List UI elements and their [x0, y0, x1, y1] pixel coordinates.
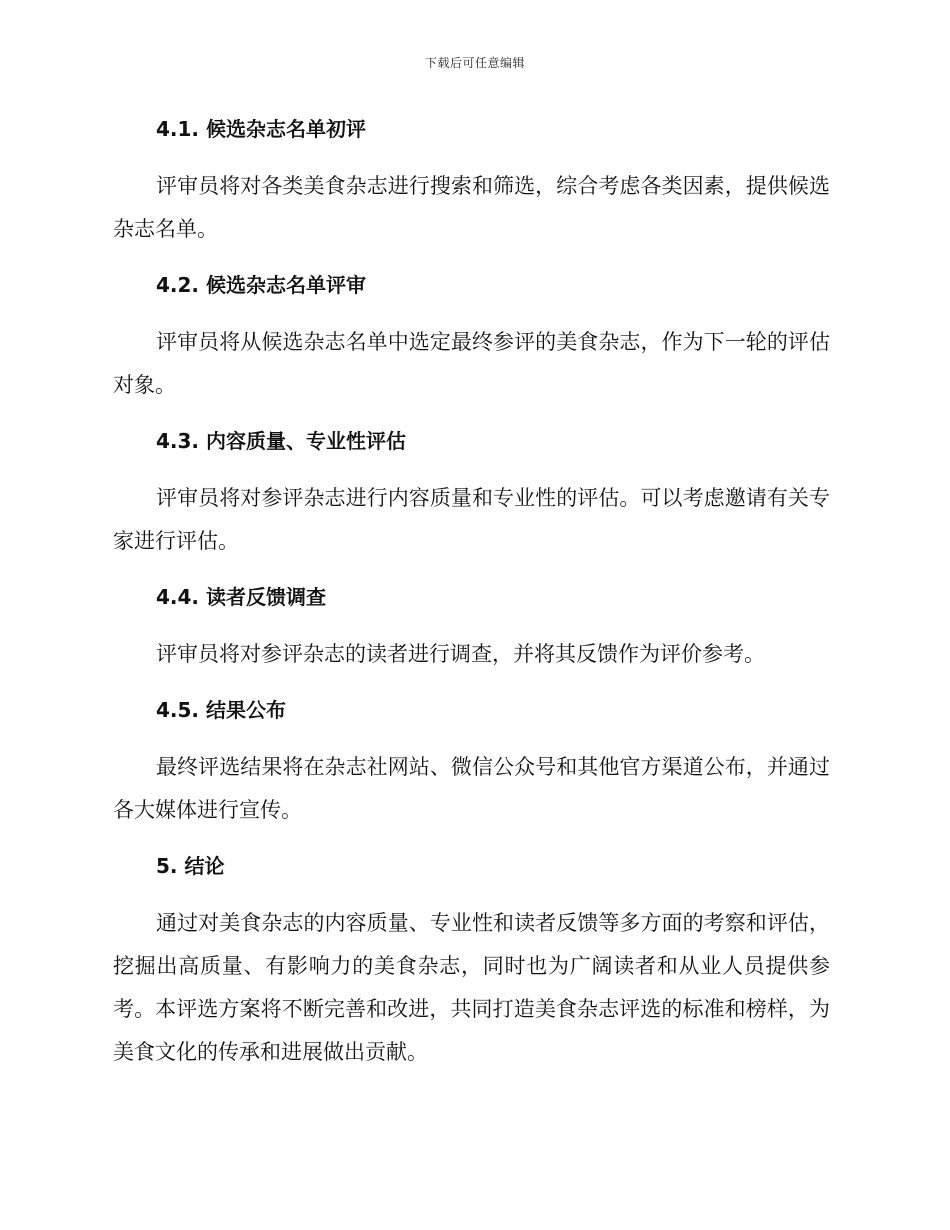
- section-paragraph-4-1: 评审员将对各类美食杂志进行搜索和筛选，综合考虑各类因素，提供候选杂志名单。: [113, 174, 830, 241]
- section-paragraph-4-4: 评审员将对参评杂志的读者进行调查，并将其反馈作为评价参考。: [156, 642, 765, 666]
- section-heading-4-3: 4.3. 内容质量、专业性评估: [156, 429, 406, 453]
- document-body: [113, 113, 830, 1074]
- section-paragraph-4-2: 评审员将从候选杂志名单中选定最终参评的美食杂志，作为下一轮的评估对象。: [113, 330, 830, 397]
- section-paragraph-4-5: 最终评选结果将在杂志社网站、微信公众号和其他官方渠道公布，并通过各大媒体进行宣传。: [113, 755, 830, 822]
- section-heading-4-5: 4.5. 结果公布: [156, 698, 286, 722]
- header-note: 下载后可任意编辑: [424, 56, 525, 70]
- section-paragraph-5: 通过对美食杂志的内容质量、专业性和读者反馈等多方面的考察和评估，挖掘出高质量、有影响力的美食杂志，同时也为广阔读者和从业人员提供参考。本评选方案将不断完善和改进，共同打造美食杂志评选的标准和榜样，为美食文化的传承和进展做出贡献。: [113, 911, 830, 1064]
- section-heading-5: 5. 结论: [156, 854, 225, 878]
- section-heading-4-4: 4.4. 读者反馈调查: [156, 585, 326, 609]
- section-heading-4-1: 4.1. 候选杂志名单初评: [156, 117, 366, 141]
- section-heading-4-2: 4.2. 候选杂志名单评审: [156, 273, 366, 297]
- section-paragraph-4-3: 评审员将对参评杂志进行内容质量和专业性的评估。可以考虑邀请有关专家进行评估。: [113, 486, 830, 553]
